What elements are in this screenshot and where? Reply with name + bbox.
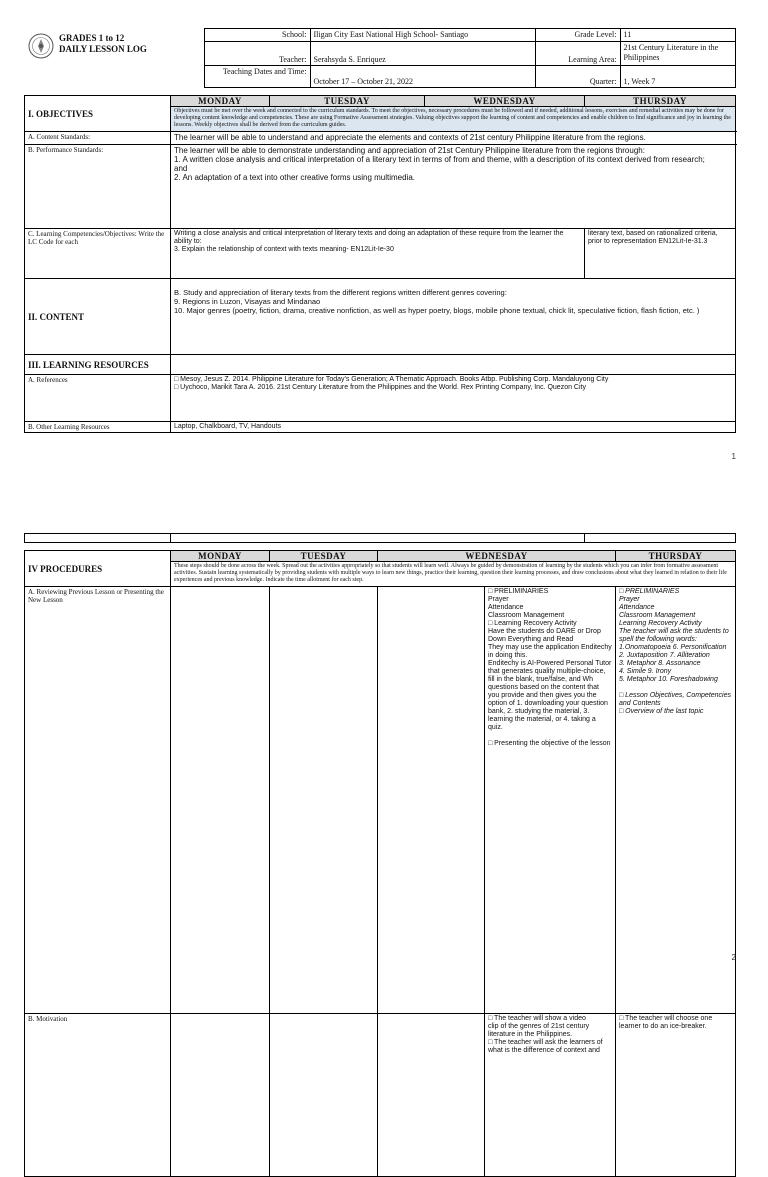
review-tuesday: [270, 587, 378, 1014]
day-tuesday: TUESDAY: [270, 96, 425, 107]
deped-seal-icon: [28, 33, 54, 59]
content-heading: II. CONTENT: [25, 279, 171, 355]
form-title: GRADES 1 to 12: [59, 32, 125, 43]
motivation-wednesday: [378, 1014, 485, 1177]
content-standards-label: A. Content Standards:: [25, 132, 171, 145]
motivation-tuesday: [270, 1014, 378, 1177]
grade-label: Grade Level:: [535, 29, 620, 42]
other-resources-text: Laptop, Chalkboard, TV, Handouts: [171, 422, 736, 433]
procedures-table: [24, 550, 736, 1177]
content-standards-text: The learner will be able to understand and appreciate the elements and contexts of 21st century Philippine literature from the regions.: [171, 132, 736, 145]
dates-value: October 17 – October 21, 2022: [310, 66, 535, 88]
objectives-heading: I. OBJECTIVES: [25, 96, 171, 132]
school-value: Iligan City East National High School- Santiago: [310, 29, 535, 42]
quarter-label: Quarter:: [535, 66, 620, 88]
day-thursday: THURSDAY: [585, 96, 736, 107]
motivation-monday: [171, 1014, 270, 1177]
day-header-row: [25, 96, 736, 107]
teacher-label: Teacher:: [204, 42, 310, 66]
motivation-thursday-text: □ The teacher will choose one learner to do an ice-breaker.: [616, 1014, 736, 1177]
page-2: [0, 520, 768, 1054]
strip-cell-1: [25, 534, 171, 543]
review-label: A. Reviewing Previous Lesson or Presenting the New Lesson: [25, 587, 171, 1014]
review-wednesday-text: □ PRELIMINARIES Prayer Attendance Classroom Management □ Learning Recovery Activity Have the students do DARE or Drop Down Everything and Read They may use the application Enditechy in doing this. Enditechy is AI-Powered Personal Tutor that generates quality multiple-choice, fill in the blank, true/false, and Wh questions based on the content that you provide and then gives you the option of 1. downloading your question bank, 2. studying the material, 3. learning the material, or 4. taking a quiz. □ Presenting the objective of the lesson: [485, 587, 616, 1014]
logo-title-cell: [24, 29, 204, 88]
page-number-2: 2: [731, 953, 736, 962]
resources-heading: III. LEARNING RESOURCES: [25, 355, 171, 375]
day-wednesday-2: WEDNESDAY: [378, 551, 616, 562]
day-header-row-2: [25, 551, 736, 562]
header-table: [24, 28, 736, 88]
procedures-note: These steps should be done across the week. Spread out the activities appropriately so that students will learn well. Always be guided by demonstration of learning by the students which you can infer from formative assessment activities. Sustain learning systematically by providing students with multiple ways to learn new things, practice their learning, question their learning processes, and draw conclusions about what they learned in relation to their life experiences and previous knowledge. Indicate the time allotment for each step.: [171, 562, 736, 587]
day-monday: MONDAY: [171, 96, 270, 107]
objectives-note: Objectives must be met over the week and connected to the curriculum standards. To meet the objectives, necessary procedures must be followed and if needed, additional lessons, exercises and remedial activities may be done for developing content knowledge and competencies. These are using Formative Assessment strategies. Valuing objectives support the learning of content and competencies and enable children to find significance and joy in learning the lessons. Weekly objectives shall be derived from the curriculum guides.: [171, 107, 736, 132]
review-wednesday: [378, 587, 485, 1014]
content-text: B. Study and appreciation of literary texts from the different regions written different genres covering: 9. Regions in Luzon, Visayas and Mindanao 10. Major genres (poetry, fiction, drama, creative nonfiction, as well as hyper poetry, blogs, mobile phone textual, chick lit, speculative fiction, flash fiction, etc. ): [171, 279, 736, 355]
school-label: School:: [204, 29, 310, 42]
day-monday-2: MONDAY: [171, 551, 270, 562]
dates-label: Teaching Dates and Time:: [204, 66, 310, 88]
day-tuesday-2: TUESDAY: [270, 551, 378, 562]
other-resources-label: B. Other Learning Resources: [25, 422, 171, 433]
motivation-wednesday-text: □ The teacher will show a video clip of the genres of 21st century literature in the Philippines. □ The teacher will ask the learners of what is the difference of context and: [485, 1014, 616, 1177]
area-value: 21st Century Literature in the Philippines: [620, 42, 735, 66]
performance-label: B. Performance Standards:: [25, 145, 171, 229]
form-subtitle: DAILY LESSON LOG: [59, 43, 147, 54]
quarter-value: 1, Week 7: [620, 66, 735, 88]
procedures-heading: IV PROCEDURES: [25, 551, 171, 587]
competencies-friday: literary text, based on rationalized criteria, prior to representation EN12Lit-Ie-31.3: [585, 229, 736, 279]
page-1: [0, 0, 768, 470]
page-number-1: 1: [731, 452, 736, 461]
references-text: □ Mesoy, Jesus Z. 2014. Philippine Literature for Today's Generation; A Thematic Approach. Books Atbp. Publishing Corp. Mandaluyong City □ Uychoco, Marikit Tara A. 2016. 21st Century Literature from the Philippines and the World. Rex Printing Company, Inc. Quezon City: [171, 375, 736, 422]
performance-text: The learner will be able to demonstrate understanding and appreciation of 21st Century Philippine literature from the regions through: 1. A written close analysis and critical interpretation of a literary text in terms of from and theme, with a description of its context derived from research; and 2. An adaptation of a text into other creative forms using multimedia.: [171, 145, 736, 229]
grade-value: 11: [620, 29, 735, 42]
top-strip: [24, 533, 736, 543]
strip-cell-2: [171, 534, 585, 543]
review-monday: [171, 587, 270, 1014]
day-thursday-2: THURSDAY: [616, 551, 736, 562]
strip-cell-3: [585, 534, 736, 543]
review-thursday-text: □ PRELIMINARIES Prayer Attendance Classroom Management Learning Recovery Activity The teacher will ask the students to spell the following words: 1.Onomatopoeia 6. Personification 2. Juxtaposition 7. Alliteration 3. Metaphor 8. Assonance 4. Simile 9. Irony 5. Metaphor 10. Foreshadowing □ Lesson Objectives, Competencies and Contents □ Overview of the last topic: [616, 587, 736, 1014]
teacher-value: Serahsyda S. Enriquez: [310, 42, 535, 66]
competencies-text: Writing a close analysis and critical interpretation of literary texts and doing an adaptation of these require from the learner the ability to: 3. Explain the relationship of context with texts meaning- EN12Lit-Ie-30: [171, 229, 585, 279]
day-wednesday: WEDNESDAY: [425, 96, 585, 107]
resources-empty: [171, 355, 736, 375]
motivation-label: B. Motivation: [25, 1014, 171, 1177]
references-label: A. References: [25, 375, 171, 422]
area-label: Learning Area:: [535, 42, 620, 66]
objectives-table: [24, 95, 736, 433]
competencies-label: C. Learning Competencies/Objectives: Write the LC Code for each: [25, 229, 171, 279]
